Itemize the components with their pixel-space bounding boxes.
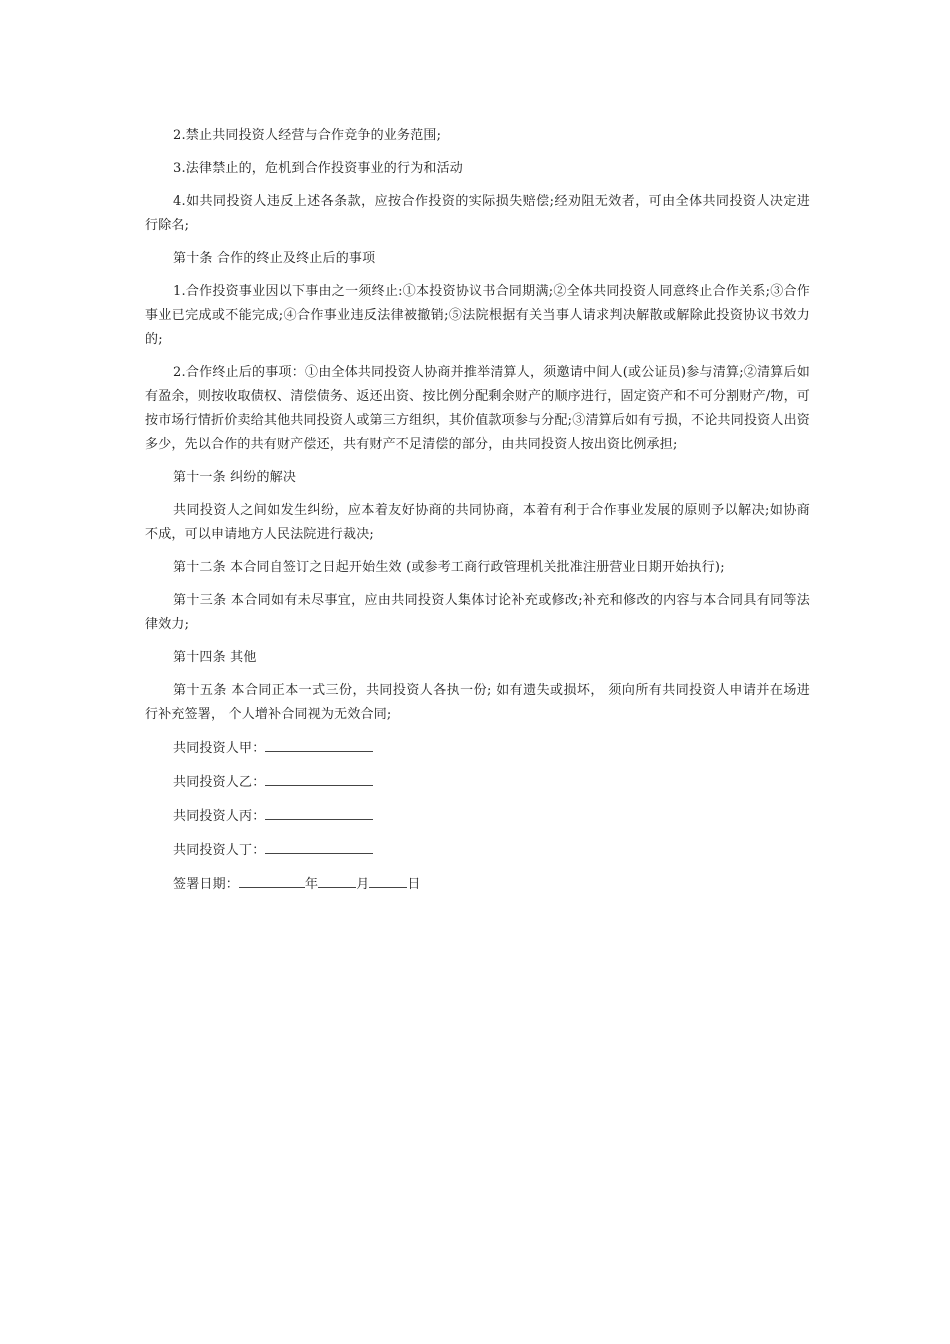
signing-date-label: 签署日期： (173, 877, 240, 892)
article-11-body: 共同投资人之间如发生纠纷，应本着友好协商的共同协商，本着有利于合作事业发展的原则予以解决;如协商不成，可以申请地方人民法院进行裁决; (145, 503, 810, 542)
article-10-item-1: 1.合作投资事业因以下事由之一须终止:①本投资协议书合同期满;②全体共同投资人同意终止合作关系;③合作事业已完成或不能完成;④合作事业违反法律被撤销;⑤法院根据有关当事人请求判决解散或解除此投资协议书效力的; (145, 284, 810, 347)
article-11-heading: 第十一条 纠纷的解决 (173, 470, 297, 485)
document-page (145, 124, 810, 906)
article-10-item-2: 2.合作终止后的事项：①由全体共同投资人协商并推举清算人，须邀请中间人(或公证员)参与清算;②清算后如有盈余，则按收取债权、清偿债务、返还出资、按比例分配剩余财产的顺序进行，固定资产和不可分割财产/物，可按市场行情折价卖给其他共同投资人或第三方组织，其价值款项参与分配;③清算后如有亏损，不论共同投资人出资多少，先以合作的共有财产偿还，共有财产不足清偿的部分，由共同投资人按出资比例承担; (145, 365, 810, 452)
signature-party-b (145, 770, 810, 795)
signing-date-day-line[interactable] (369, 872, 407, 888)
signing-date-month-line[interactable] (318, 872, 356, 888)
signing-date-year-label: 年 (305, 877, 319, 892)
signature-party-d-line[interactable] (265, 838, 373, 854)
signing-date (145, 872, 810, 897)
clause-prohibition-4: 4.如共同投资人违反上述各条款，应按合作投资的实际损失赔偿;经劝阻无效者，可由全体共同投资人决定进行除名; (145, 194, 810, 233)
signing-date-day-label: 日 (407, 877, 421, 892)
signature-party-a-line[interactable] (265, 736, 373, 752)
signature-party-d-label: 共同投资人丁： (173, 843, 266, 858)
article-12: 第十二条 本合同自签订之日起开始生效 (或参考工商行政管理机关批准注册营业日期开始执行); (173, 560, 725, 575)
signature-party-b-line[interactable] (265, 770, 373, 786)
article-15: 第十五条 本合同正本一式三份，共同投资人各执一份; 如有遗失或损坏， 须向所有共同投资人申请并在场进行补充签署， 个人增补合同视为无效合同; (145, 683, 810, 722)
signature-party-d (145, 838, 810, 863)
article-14: 第十四条 其他 (173, 650, 257, 665)
signing-date-month-label: 月 (356, 877, 370, 892)
signature-party-c-line[interactable] (265, 804, 373, 820)
article-10-heading: 第十条 合作的终止及终止后的事项 (173, 251, 376, 266)
signature-party-a (145, 736, 810, 761)
signature-party-c-label: 共同投资人丙： (173, 809, 266, 824)
signing-date-year-line[interactable] (239, 872, 305, 888)
clause-prohibition-3: 3.法律禁止的，危机到合作投资事业的行为和活动 (173, 161, 464, 176)
article-13: 第十三条 本合同如有未尽事宜，应由共同投资人集体讨论补充或修改;补充和修改的内容与本合同具有同等法律效力; (145, 593, 810, 632)
signature-party-c (145, 804, 810, 829)
signature-party-b-label: 共同投资人乙： (173, 775, 266, 790)
signature-party-a-label: 共同投资人甲： (173, 741, 266, 756)
clause-prohibition-2: 2.禁止共同投资人经营与合作竞争的业务范围; (173, 128, 442, 143)
